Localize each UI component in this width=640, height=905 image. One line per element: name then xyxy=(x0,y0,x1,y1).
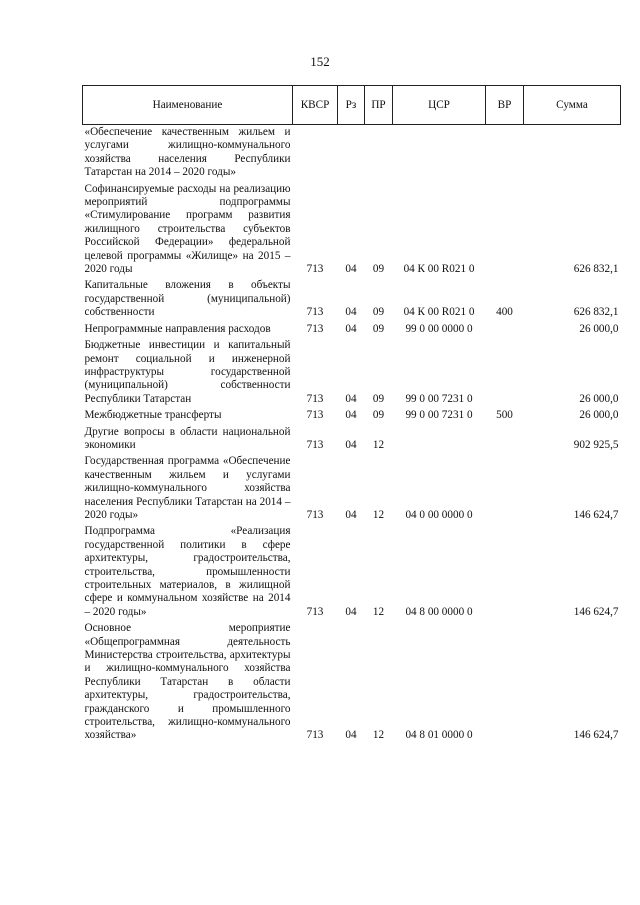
row-pr: 12 xyxy=(372,729,385,742)
row-rz: 04 xyxy=(345,729,357,742)
row-csr: 99 0 00 7231 0 xyxy=(405,409,473,422)
table-row xyxy=(83,125,621,182)
row-rz: 04 xyxy=(345,392,357,405)
row-kvsr: 713 xyxy=(306,605,324,618)
row-vr: 400 xyxy=(496,306,513,319)
row-csr: 99 0 00 0000 0 xyxy=(405,322,473,335)
row-pr: 09 xyxy=(372,322,385,335)
row-kvsr: 713 xyxy=(306,263,324,276)
row-name: Подпрограмма «Реализация государственной политики в сфере архитектуры, градостроительства, строительства, промышленности строительных материалов, в жилищной сфере и коммунальном хозяйстве на 2014 – 2020 годы» xyxy=(84,525,291,618)
header-pr: ПР xyxy=(365,86,393,125)
header-vr: ВР xyxy=(486,86,524,125)
row-rz: 04 xyxy=(345,263,357,276)
row-name: Государственная программа «Обеспечение качественным жильем и услугами жилищно-коммунального хозяйства населения Республики Татарстан на 2014 – 2020 годы» xyxy=(84,455,291,521)
row-rz xyxy=(338,125,365,182)
table-row xyxy=(83,182,621,279)
row-rz: 04 xyxy=(345,306,357,319)
header-rz: Рз xyxy=(338,86,365,125)
row-pr: 09 xyxy=(372,409,385,422)
row-vr xyxy=(486,425,524,455)
table-row xyxy=(83,524,621,621)
row-name: Капитальные вложения в объекты государственной (муниципальной) собственности xyxy=(84,279,291,319)
row-rz: 04 xyxy=(345,438,357,451)
row-csr: 99 0 00 7231 0 xyxy=(405,392,473,405)
row-rz: 04 xyxy=(345,605,357,618)
row-sum: 146 624,7 xyxy=(573,605,619,618)
row-csr: 04 0 00 0000 0 xyxy=(405,508,473,521)
row-sum: 26 000,0 xyxy=(579,409,619,422)
table-row xyxy=(83,454,621,524)
row-vr xyxy=(486,338,524,408)
row-csr: 04 К 00 R021 0 xyxy=(403,263,475,276)
row-pr: 09 xyxy=(372,263,385,276)
row-csr: 04 8 00 0000 0 xyxy=(405,605,473,618)
row-sum: 146 624,7 xyxy=(573,729,619,742)
table-row xyxy=(83,408,621,424)
table-row xyxy=(83,425,621,455)
budget-table xyxy=(82,85,621,745)
table-row xyxy=(83,278,621,321)
row-name: Непрограммные направления расходов xyxy=(84,322,271,335)
row-kvsr: 713 xyxy=(306,322,324,335)
row-kvsr: 713 xyxy=(306,392,324,405)
row-kvsr: 713 xyxy=(306,729,324,742)
row-vr: 500 xyxy=(496,409,513,422)
row-vr xyxy=(486,454,524,524)
row-sum: 902 925,5 xyxy=(573,438,619,451)
row-csr xyxy=(393,125,486,182)
page-number: 152 xyxy=(310,54,330,69)
row-sum: 626 832,1 xyxy=(573,306,619,319)
row-vr xyxy=(486,182,524,279)
row-rz: 04 xyxy=(345,409,357,422)
row-sum xyxy=(524,125,621,182)
table-row xyxy=(83,338,621,408)
header-sum: Сумма xyxy=(524,86,621,125)
row-name: «Обеспечение качественным жильем и услугами жилищно-коммунального хозяйства населения Республики Татарстан на 2014 – 2020 годы» xyxy=(84,126,291,179)
row-vr xyxy=(486,524,524,621)
row-vr xyxy=(486,322,524,338)
row-csr: 04 К 00 R021 0 xyxy=(403,306,475,319)
header-kvsr: КВСР xyxy=(293,86,338,125)
row-sum: 146 624,7 xyxy=(573,508,619,521)
table-header-row xyxy=(83,86,621,125)
row-pr: 12 xyxy=(372,508,385,521)
row-csr: 04 8 01 0000 0 xyxy=(405,729,473,742)
row-rz: 04 xyxy=(345,508,357,521)
row-name: Софинансируемые расходы на реализацию мероприятий подпрограммы «Стимулирование программ развития жилищного строительства субъектов Российской Федерации» федеральной целевой программы «Жилище» на 2015 – 2020 годы xyxy=(84,182,291,276)
row-sum: 26 000,0 xyxy=(579,392,619,405)
row-pr: 12 xyxy=(372,605,385,618)
row-name: Основное мероприятие «Общепрограммная деятельность Министерства строительства, архитектуры и жилищно-коммунального хозяйства Республики Татарстан в области архитектуры, градостроительства, гражданского и промышленного строительства, жилищно-коммунального хозяйства» xyxy=(84,622,291,742)
row-pr xyxy=(365,125,393,182)
row-kvsr: 713 xyxy=(306,438,324,451)
row-sum: 26 000,0 xyxy=(579,322,619,335)
row-name: Межбюджетные трансферты xyxy=(84,409,222,422)
row-kvsr xyxy=(293,125,338,182)
row-vr xyxy=(486,125,524,182)
header-name: Наименование xyxy=(83,86,293,125)
header-csr: ЦСР xyxy=(393,86,486,125)
row-pr: 09 xyxy=(372,306,385,319)
row-kvsr: 713 xyxy=(306,409,324,422)
row-name: Другие вопросы в области национальной экономики xyxy=(84,425,291,451)
row-csr xyxy=(393,425,486,455)
row-rz: 04 xyxy=(345,322,357,335)
table-row xyxy=(83,621,621,745)
table-row xyxy=(83,322,621,338)
row-name: Бюджетные инвестиции и капитальный ремонт социальной и инженерной инфраструктуры государственной (муниципальной) собственности Республики Татарстан xyxy=(84,339,291,405)
row-pr: 09 xyxy=(372,392,385,405)
row-kvsr: 713 xyxy=(306,508,324,521)
row-pr: 12 xyxy=(372,438,385,451)
row-kvsr: 713 xyxy=(306,306,324,319)
row-sum: 626 832,1 xyxy=(573,263,619,276)
row-vr xyxy=(486,621,524,745)
